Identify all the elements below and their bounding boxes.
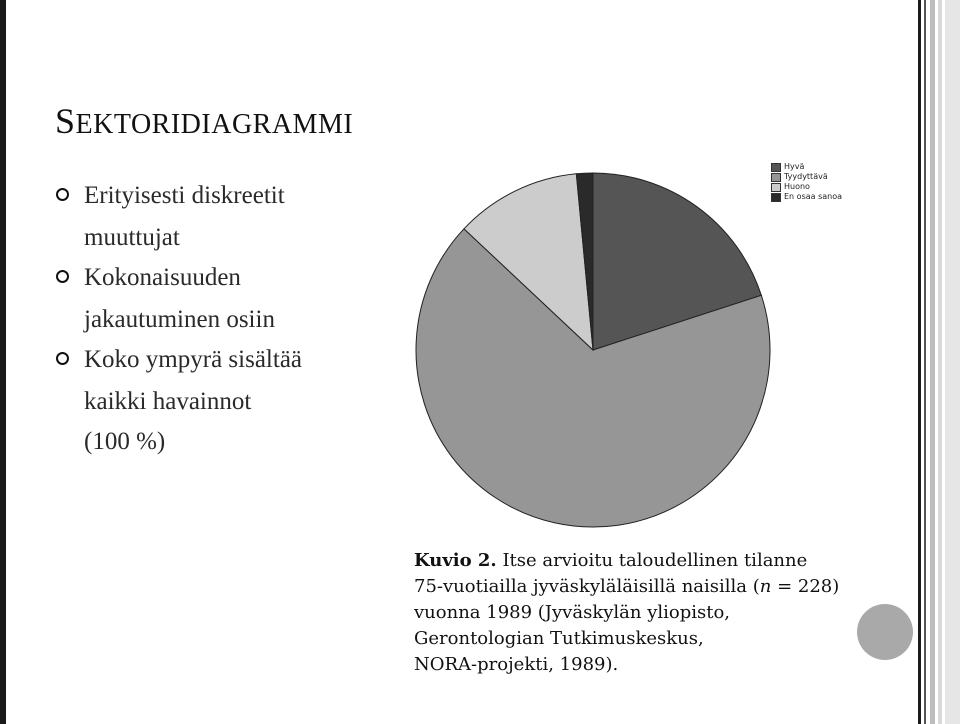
legend-swatch [771,193,781,202]
bullet-circle-icon [56,188,69,201]
rail-lightest [945,0,960,724]
legend-item [771,172,842,182]
figure-caption [414,548,914,678]
caption-line-1 [414,548,914,574]
rail-lighter [938,0,942,724]
bullet-item [56,258,386,298]
caption-text: Itse arvioitu taloudellinen tilanne [502,550,808,571]
slide-left-border [0,0,6,724]
bullet-list [56,176,386,462]
bullet-text: Erityisesti diskreetit [84,182,285,209]
bullet-text-continued: (100 %) [84,428,166,455]
pie-chart [400,160,790,535]
bullet-item [56,176,386,216]
right-decorative-rails [914,0,960,724]
bullet-text-continued: muuttujat [84,224,180,251]
legend-label: Huono [784,182,810,191]
legend-swatch [771,173,781,182]
caption-label: Kuvio 2. [414,550,497,571]
rail-mid [924,0,926,724]
legend-label: En osaa sanoa [784,192,843,201]
chart-legend [771,162,842,202]
legend-swatch [771,163,781,172]
caption-line-3: vuonna 1989 (Jyväskylän yliopisto, [414,602,731,623]
bullet-text: Kokonaisuuden [84,264,241,291]
slide-title [55,100,353,142]
bullet-text-continued: jakautuminen osiin [84,306,275,333]
rail-dark [918,0,921,724]
rail-light [930,0,935,724]
decorative-circle [857,604,913,660]
bullet-circle-icon [56,352,69,365]
legend-item [771,182,842,192]
caption-italic-n: n [759,576,772,597]
legend-item [771,192,842,202]
legend-item [771,162,842,172]
bullet-text-continued: kaikki havainnot [84,388,252,415]
legend-label: Hyvä [784,162,805,171]
bullet-text: Koko ympyrä sisältää [84,346,303,373]
legend-label: Tyydyttävä [784,172,828,181]
caption-line-5: NORA-projekti, 1989). [414,654,619,675]
caption-line-4: Gerontologian Tutkimuskeskus, [414,628,704,649]
bullet-circle-icon [56,270,69,283]
bullet-item [56,340,386,380]
slide-title-initial: S [55,101,76,141]
legend-swatch [771,183,781,192]
slide-title-rest: EKTORIDIAGRAMMI [75,109,354,140]
caption-line-2: 75-vuotiailla jyväskyläläisillä naisilla (n = 228) [414,576,840,597]
